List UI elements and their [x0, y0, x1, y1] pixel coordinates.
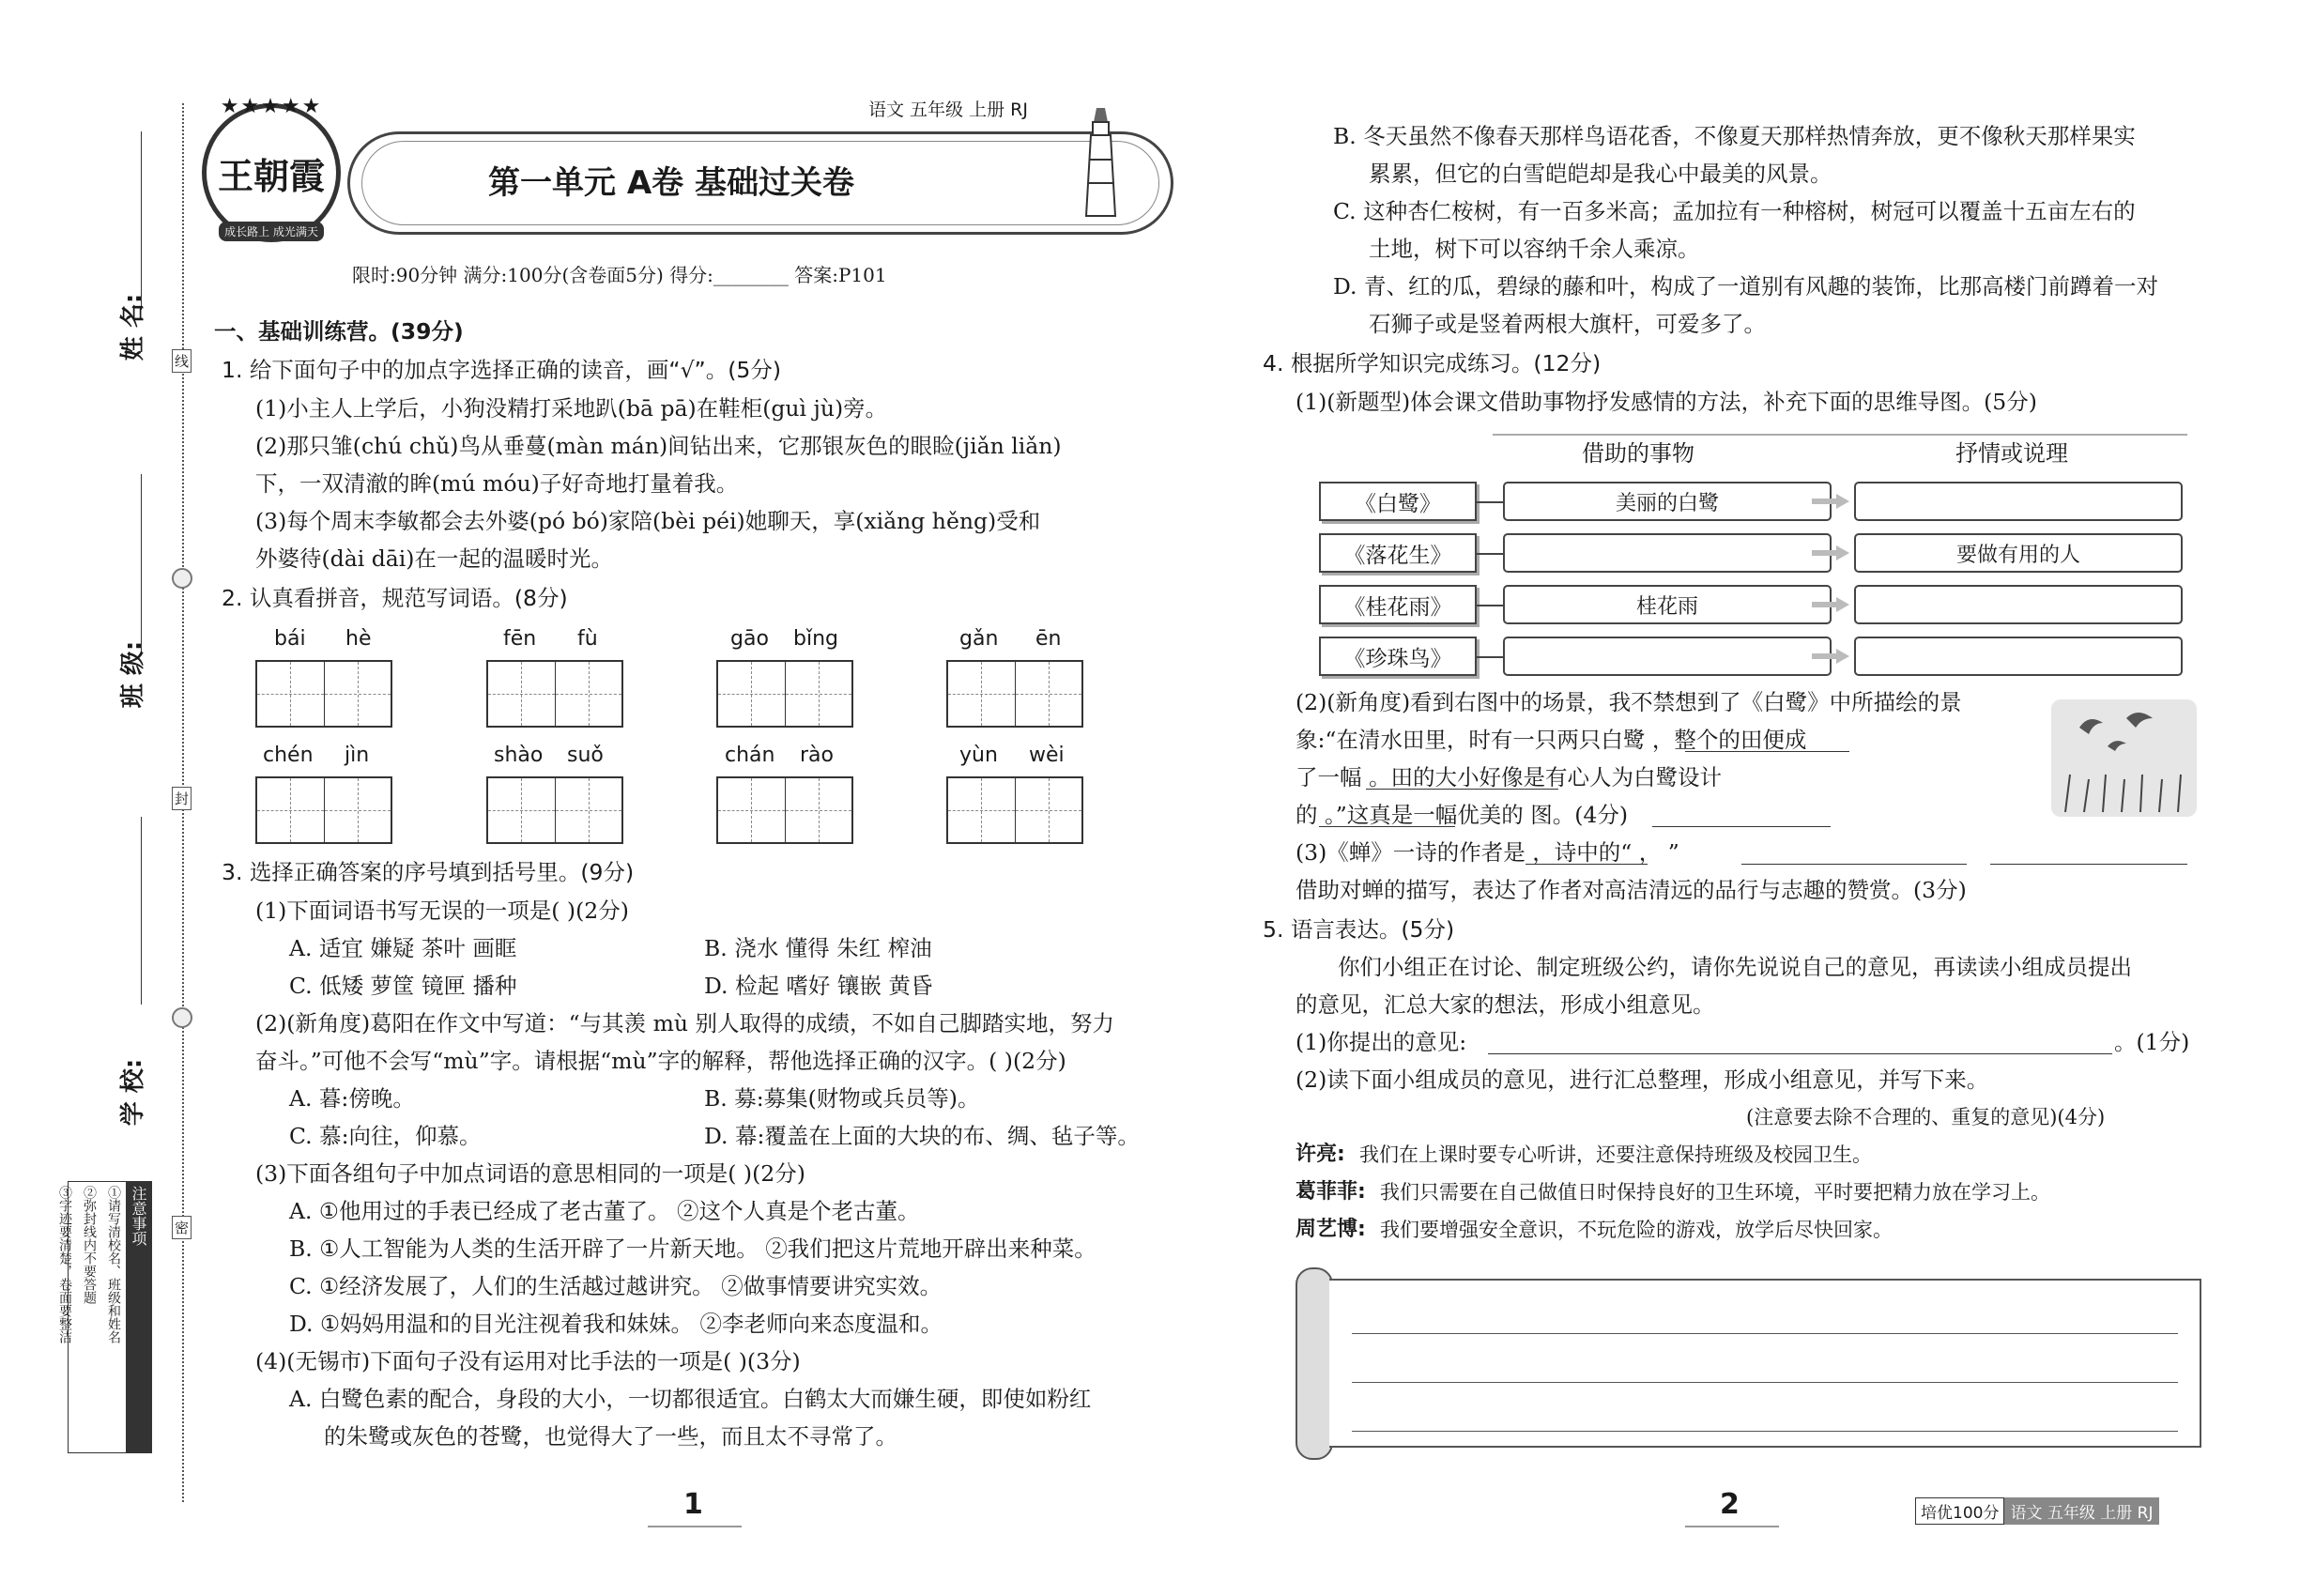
char-grid-2[interactable] — [486, 660, 623, 728]
page-number-right: 2 — [1720, 1488, 1740, 1521]
q3-stem: 3. 选择正确答案的序号填到括号里。(9分) — [222, 859, 635, 885]
opinion-text-2: 我们只需要在自己做值日时保持良好的卫生环境，平时要把精力放在学习上。 — [1380, 1181, 2050, 1204]
q4-3b: 借助对蝉的描写，表达了作者对高洁清远的品行与志趣的赞赏。(3分) — [1296, 877, 1967, 903]
q3-2-A: A. 暮:傍晚。 — [289, 1085, 415, 1112]
q2-stem: 2. 认真看拼音，规范写词语。(8分) — [222, 585, 568, 611]
mindmap-feeling-2[interactable]: 要做有用的人 — [1854, 533, 2183, 573]
q5-2-note: (注意要去除不合理的、重复的意见)(4分) — [1746, 1106, 2106, 1128]
mindmap-feeling-4[interactable] — [1854, 637, 2183, 676]
writing-line-3[interactable] — [1352, 1431, 2178, 1432]
cut-label-2: 封 — [172, 787, 192, 810]
char-grid-4[interactable] — [946, 660, 1083, 728]
pinyin-1b: hè — [345, 627, 372, 651]
name-label: 姓 名: — [119, 293, 148, 361]
q4-1: (1)(新题型)体会课文借助事物抒发感情的方法，补充下面的思维导图。(5分) — [1296, 389, 2037, 415]
mindmap-thing-3[interactable]: 桂花雨 — [1503, 585, 1832, 624]
q4-2b: 象:“在清水田里，时有一只两只白鹭 ，整个的田便成 — [1296, 727, 1807, 753]
pinyin-2b: fù — [577, 627, 598, 651]
mindmap-thing-1[interactable]: 美丽的白鹭 — [1503, 482, 1832, 521]
q3-1-C: C. 低矮 萝筐 镜匣 播种 — [289, 973, 517, 999]
q3-4-A-line2: 的朱鹭或灰色的苍鹭，也觉得大了一些，而且太不寻常了。 — [324, 1423, 897, 1450]
blank-4-3-1[interactable] — [1526, 864, 1648, 865]
page-number-left: 1 — [683, 1488, 703, 1521]
mindmap-title-2: 《落花生》 — [1319, 533, 1477, 573]
q3-1-A: A. 适宜 嫌疑 茶叶 画眶 — [289, 935, 517, 961]
opinion-input-line[interactable] — [1488, 1053, 2112, 1054]
pinyin-7b: rào — [800, 744, 834, 767]
lighthouse-icon — [1080, 103, 1122, 221]
pinyin-3a: gāo — [730, 627, 769, 651]
q4-3a: (3)《蝉》一诗的作者是 ，诗中的“ ， ” — [1296, 839, 1679, 866]
scroll-paper — [1329, 1279, 2201, 1448]
q4-2c: 了一幅 。田的大小好像是有心人为白鹭设计 — [1296, 764, 1722, 790]
school-label: 学 校: — [119, 1058, 148, 1127]
mindmap-head-feeling: 抒情或说理 — [1955, 440, 2068, 467]
q1-2b: 下，一双清澈的眸(mú móu)子好奇地打量着我。 — [255, 470, 739, 497]
note-3: ③字迹要清楚，卷面要整洁 — [57, 1186, 72, 1343]
pinyin-6a: shào — [494, 744, 544, 767]
pinyin-5b: jìn — [345, 744, 370, 767]
pinyin-5a: chén — [263, 744, 314, 767]
exam-info: 限时:90分钟 满分:100分(含卷面5分) 得分:________ 答案:P101 — [352, 264, 887, 286]
binding-gear-icon — [172, 568, 192, 589]
egret-illustration — [2051, 699, 2197, 817]
writing-line-1[interactable] — [1352, 1333, 2178, 1334]
pinyin-8a: yùn — [959, 744, 998, 767]
pinyin-4b: ēn — [1035, 627, 1062, 651]
q5-1: (1)你提出的意见: — [1296, 1029, 1467, 1055]
q1-2a: (2)那只雏(chú chǔ)鸟从垂蔓(màn mán)间钻出来，它那银灰色的眼睑(jiǎn liǎn) — [255, 433, 1062, 459]
logo-star-icon: ★★★★★ — [220, 95, 323, 118]
school-field-line — [141, 817, 142, 1005]
blank-4-2-3[interactable] — [1319, 826, 1455, 827]
q5-prompt-2: 的意见，汇总大家的想法，形成小组意见。 — [1296, 991, 1715, 1018]
option-D-line1: D. 青、红的瓜，碧绿的藤和叶，构成了一道别有风趣的装饰，比那高楼门前蹲着一对 — [1333, 273, 2158, 299]
footer-brand: 培优100分 — [1915, 1497, 2004, 1525]
q3-2-D: D. 幕:覆盖在上面的大块的布、绸、毡子等。 — [704, 1123, 1140, 1149]
mindmap-connector-2 — [1477, 553, 1503, 555]
blank-4-2-4[interactable] — [1652, 826, 1831, 827]
writing-line-2[interactable] — [1352, 1382, 2178, 1383]
notes-box — [57, 1181, 152, 1453]
mindmap-title-4: 《珍珠鸟》 — [1319, 637, 1477, 676]
blank-4-3-2[interactable] — [1741, 864, 1967, 865]
pinyin-2a: fēn — [503, 627, 537, 651]
footer-subject: 语文 五年级 上册 RJ — [2004, 1497, 2158, 1525]
opinion-text-3: 我们要增强安全意识，不玩危险的游戏，放学后尽快回家。 — [1380, 1219, 1893, 1241]
opinion-text-1: 我们在上课时要专心听讲，还要注意保持班级及校园卫生。 — [1359, 1143, 1872, 1166]
q5-1-score: 。(1分) — [2114, 1029, 2190, 1055]
mindmap-feeling-1[interactable] — [1854, 482, 2183, 521]
binding-gear-icon-2 — [172, 1007, 192, 1028]
q3-2-C: C. 慕:向往，仰慕。 — [289, 1123, 482, 1149]
q1-stem: 1. 给下面句子中的加点字选择正确的读音，画“√”。(5分) — [222, 357, 782, 383]
page-ornament-right — [1685, 1526, 1779, 1527]
opinion-name-1: 许亮: — [1296, 1143, 1345, 1166]
q1-3a: (3)每个周末李敏都会去外婆(pó bó)家陪(bèi péi)她聊天，享(xiǎng hěng)受和 — [255, 508, 1041, 534]
footer-tag — [1915, 1497, 2159, 1525]
q3-3: (3)下面各组句子中加点词语的意思相同的一项是( )(2分) — [255, 1160, 805, 1187]
q5-prompt-1: 你们小组正在讨论、制定班级公约，请你先说说自己的意见，再读读小组成员提出 — [1338, 954, 2132, 980]
note-1: ①请写清校名、班级和姓名 — [106, 1186, 121, 1343]
option-B-line1: B. 冬天虽然不像春天那样鸟语花香，不像夏天那样热情奔放，更不像秋天那样果实 — [1333, 123, 2136, 149]
q3-1: (1)下面词语书写无误的一项是( )(2分) — [255, 898, 629, 924]
mindmap-title-1: 《白鹭》 — [1319, 482, 1477, 521]
logo-name: 王朝霞 — [217, 154, 325, 197]
char-grid-5[interactable] — [255, 776, 392, 844]
q3-2a: (2)(新角度)葛阳在作文中写道：“与其羡 mù 别人取得的成绩，不如自己脚踏实地，努力 — [255, 1010, 1114, 1036]
class-label: 班 级: — [119, 640, 148, 709]
notes-title: 注意事项 — [126, 1182, 151, 1452]
q4-stem: 4. 根据所学知识完成练习。(12分) — [1263, 350, 1602, 376]
q3-2-B: B. 募:募集(财物或兵员等)。 — [704, 1085, 980, 1112]
note-2: ②弥封线内不要答题 — [82, 1186, 97, 1304]
q3-3-D: D. ①妈妈用温和的目光注视着我和妹妹。 ②李老师向来态度温和。 — [289, 1311, 943, 1337]
opinion-name-2: 葛菲菲: — [1296, 1180, 1366, 1204]
arrow-right-icon-1 — [1812, 494, 1849, 509]
arrow-right-icon-4 — [1812, 649, 1849, 664]
char-grid-1[interactable] — [255, 660, 392, 728]
q3-3-C: C. ①经济发展了，人们的生活越过越讲究。 ②做事情要讲究实效。 — [289, 1273, 943, 1299]
mindmap-head-thing: 借助的事物 — [1582, 440, 1694, 467]
q3-3-B: B. ①人工智能为人类的生活开辟了一片新天地。 ②我们把这片荒地开辟出来种菜。 — [289, 1235, 1096, 1262]
option-D-line2: 石狮子或是竖着两根大旗杆，可爱多了。 — [1369, 311, 1766, 337]
char-grid-8[interactable] — [946, 776, 1083, 844]
mindmap-connector-3 — [1477, 605, 1503, 606]
q5-2: (2)读下面小组成员的意见，进行汇总整理，形成小组意见，并写下来。 — [1296, 1067, 1989, 1093]
mindmap-connector-4 — [1477, 656, 1503, 658]
arrow-right-icon-2 — [1812, 545, 1849, 560]
cut-label-1: 线 — [172, 349, 192, 373]
q5-stem: 5. 语言表达。(5分) — [1263, 916, 1455, 943]
q3-4-A-line1: A. 白鹭色素的配合，身段的大小，一切都很适宜。白鹤太大而嫌生硬，即使如粉红 — [289, 1386, 1092, 1412]
option-C-line1: C. 这种杏仁桉树，有一百多米高；孟加拉有一种榕树，树冠可以覆盖十五亩左右的 — [1333, 198, 2136, 224]
blank-4-2-2[interactable] — [1366, 789, 1558, 790]
cut-label-3: 密 — [172, 1216, 192, 1239]
q1-1: (1)小主人上学后，小狗没精打采地趴(bā pā)在鞋柜(guì jù)旁。 — [255, 395, 888, 422]
pinyin-8b: wèi — [1029, 744, 1065, 767]
pinyin-4a: gǎn — [959, 627, 999, 651]
scroll-roller — [1296, 1267, 1333, 1460]
logo-slogan: 成长路上 成光满天 — [219, 222, 324, 241]
brand-logo — [202, 95, 341, 242]
q3-2b: 奋斗。”可他不会写“mù”字。请根据“mù”字的解释，帮他选择正确的汉字。( )(2分) — [255, 1048, 1066, 1074]
q4-2d: 的 。”这真是一幅优美的 图。(4分) — [1296, 802, 1628, 828]
char-grid-6[interactable] — [486, 776, 623, 844]
arrow-right-icon-3 — [1812, 597, 1849, 612]
section-1-title: 一、基础训练营。(39分) — [214, 318, 464, 345]
mindmap-feeling-3[interactable] — [1854, 585, 2183, 624]
page-title: 第一单元 A卷 基础过关卷 — [488, 164, 854, 202]
pinyin-6b: suǒ — [567, 744, 604, 767]
opinion-name-3: 周艺博: — [1296, 1218, 1366, 1241]
blank-4-3-3[interactable] — [1990, 864, 2187, 865]
char-grid-3[interactable] — [716, 660, 853, 728]
option-C-line2: 土地，树下可以容纳千余人乘凉。 — [1369, 236, 1700, 262]
pinyin-7a: chán — [725, 744, 775, 767]
q1-3b: 外婆待(dài dāi)在一起的温暖时光。 — [255, 545, 613, 572]
q4-2a: (2)(新角度)看到右图中的场景，我不禁想到了《白鹭》中所描绘的景 — [1296, 689, 1962, 715]
class-field-line — [141, 474, 142, 652]
q3-4: (4)(无锡市)下面句子没有运用对比手法的一项是( )(3分) — [255, 1348, 801, 1374]
blank-4-2-1[interactable] — [1685, 751, 1849, 752]
pinyin-1a: bái — [274, 627, 306, 651]
mindmap-connector-1 — [1477, 501, 1503, 503]
q3-1-B: B. 浇水 懂得 朱红 榨油 — [704, 935, 932, 961]
option-B-line2: 累累，但它的白雪皑皑却是我心中最美的风景。 — [1369, 161, 1832, 187]
page-ornament-left — [648, 1526, 742, 1527]
pinyin-3b: bǐng — [793, 627, 838, 651]
mindmap-title-3: 《桂花雨》 — [1319, 585, 1477, 624]
name-field-line — [141, 131, 142, 310]
q3-3-A: A. ①他用过的手表已经成了老古董了。 ②这个人真是个老古董。 — [289, 1198, 920, 1224]
q3-1-D: D. 检起 嗜好 镶嵌 黄昏 — [704, 973, 933, 999]
char-grid-7[interactable] — [716, 776, 853, 844]
mindmap-thing-2[interactable] — [1503, 533, 1832, 573]
subject-line: 语文 五年级 上册 RJ — [868, 100, 1028, 120]
mindmap-thing-4[interactable] — [1503, 637, 1832, 676]
